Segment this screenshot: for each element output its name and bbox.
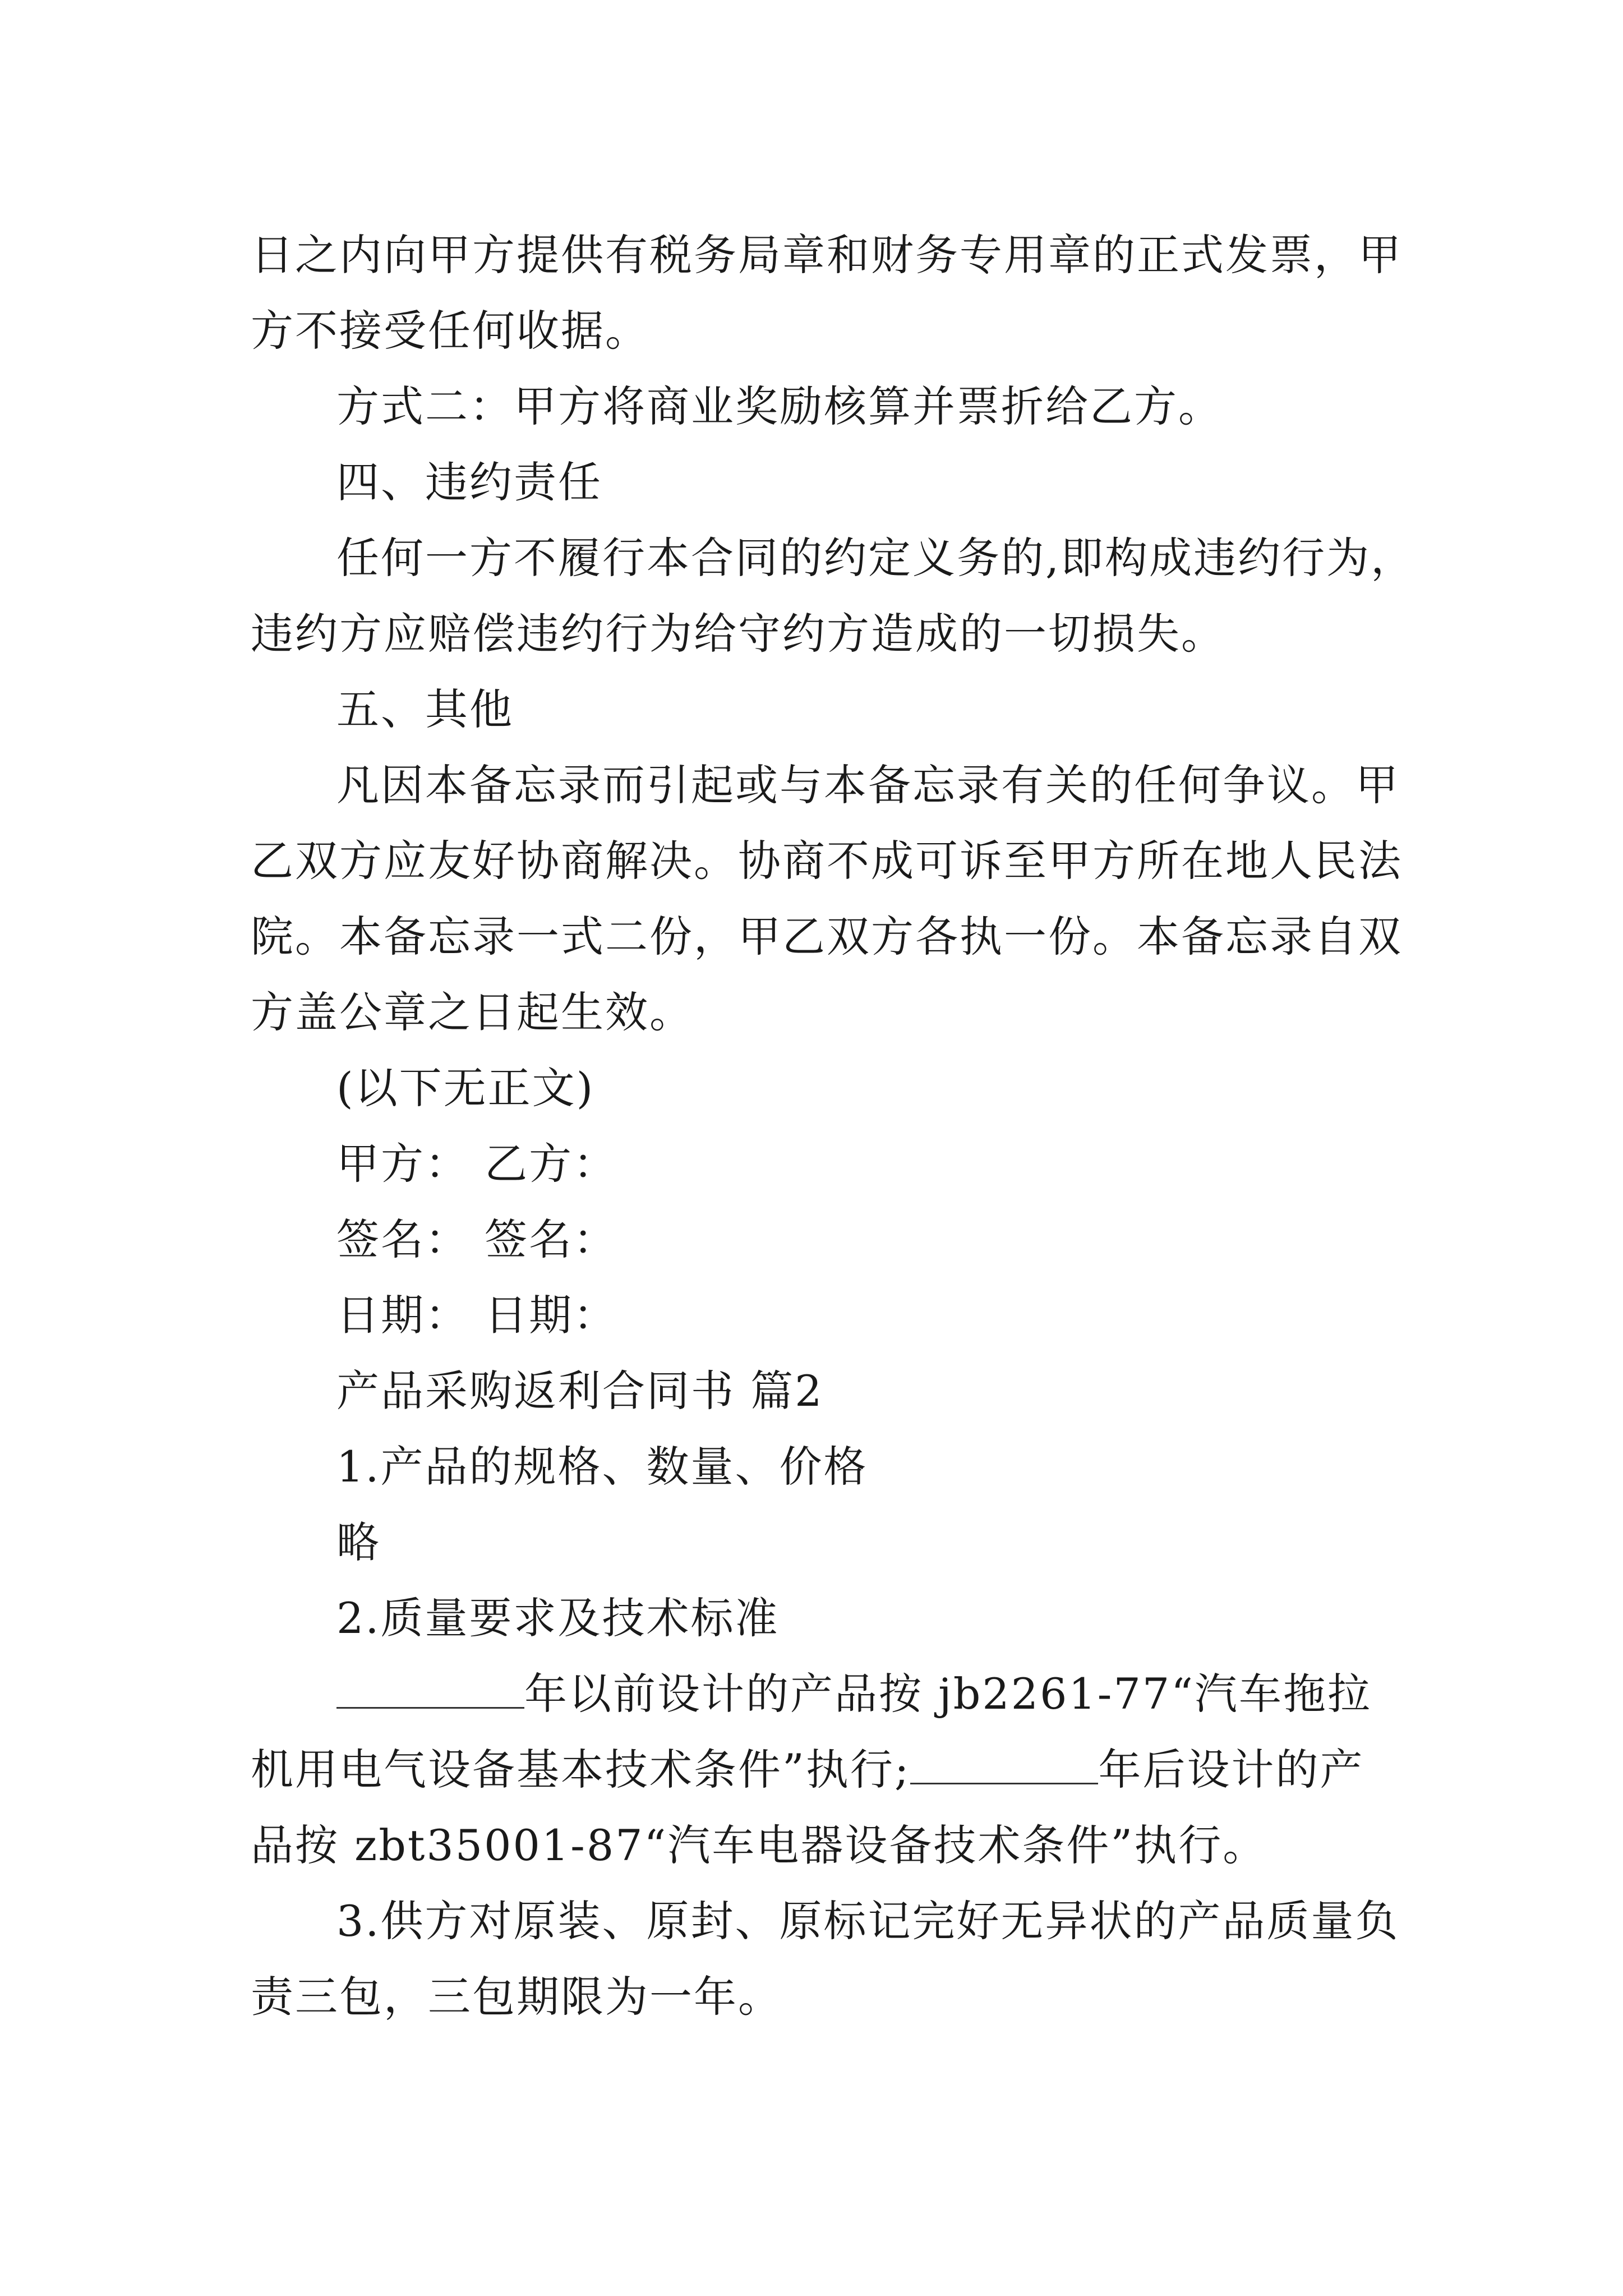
- section-heading: 2.质量要求及技术标准: [336, 1593, 780, 1643]
- standards-line: [336, 1660, 1469, 1728]
- paragraph-line: 略: [336, 1517, 381, 1567]
- party-line: 甲方： 乙方：: [336, 1139, 618, 1189]
- paragraph-line: 方盖公章之日起生效。: [251, 987, 694, 1037]
- paragraph-line: 方式二：甲方将商业奖励核算并票折给乙方。: [336, 381, 1223, 431]
- paragraph-line: 品按 zbt35001-87“汽车电器设备技术条件”执行。: [251, 1820, 1267, 1870]
- no-text-note: (以下无正文): [336, 1063, 595, 1113]
- standards-line: [251, 1736, 1384, 1803]
- section-heading: 五、其他: [336, 684, 514, 734]
- section-heading: 1.产品的规格、数量、价格: [336, 1442, 868, 1492]
- paragraph-line: 乙双方应友好协商解决。协商不成可诉至甲方所在地人民法: [251, 836, 1403, 886]
- paragraph-line: 违约方应赔偿违约行为给守约方造成的一切损失。: [251, 609, 1225, 659]
- section-heading: 四、违约责任: [336, 457, 602, 507]
- paragraph-line: 院。本备忘录一式二份，甲乙双方各执一份。本备忘录自双: [251, 912, 1403, 961]
- standards-text: 年以前设计的产品按 jb2261-77“汽车拖拉: [524, 1669, 1372, 1719]
- fill-in-blank: [336, 1668, 524, 1709]
- paragraph-line: 日之内向甲方提供有税务局章和财务专用章的正式发票，甲: [251, 230, 1403, 280]
- paragraph-line: 3.供方对原装、原封、原标记完好无异状的产品质量负: [336, 1896, 1400, 1946]
- contract-title: 产品采购返利合同书 篇2: [336, 1366, 824, 1416]
- paragraph-line: 方不接受任何收据。: [251, 306, 649, 356]
- date-line: 日期： 日期：: [336, 1290, 618, 1340]
- paragraph-line: 任何一方不履行本合同的约定义务的,即构成违约行为，: [336, 533, 1415, 583]
- paragraph-line: 凡因本备忘录而引起或与本备忘录有关的任何争议。甲: [336, 760, 1400, 810]
- paragraph-line: 责三包，三包期限为一年。: [251, 1972, 782, 2022]
- standards-text: 机用电气设备基本技术条件”执行;: [251, 1745, 911, 1795]
- fill-in-blank: [910, 1743, 1098, 1784]
- standards-text: 年后设计的产: [1098, 1745, 1364, 1795]
- signature-line: 签名： 签名：: [336, 1214, 618, 1264]
